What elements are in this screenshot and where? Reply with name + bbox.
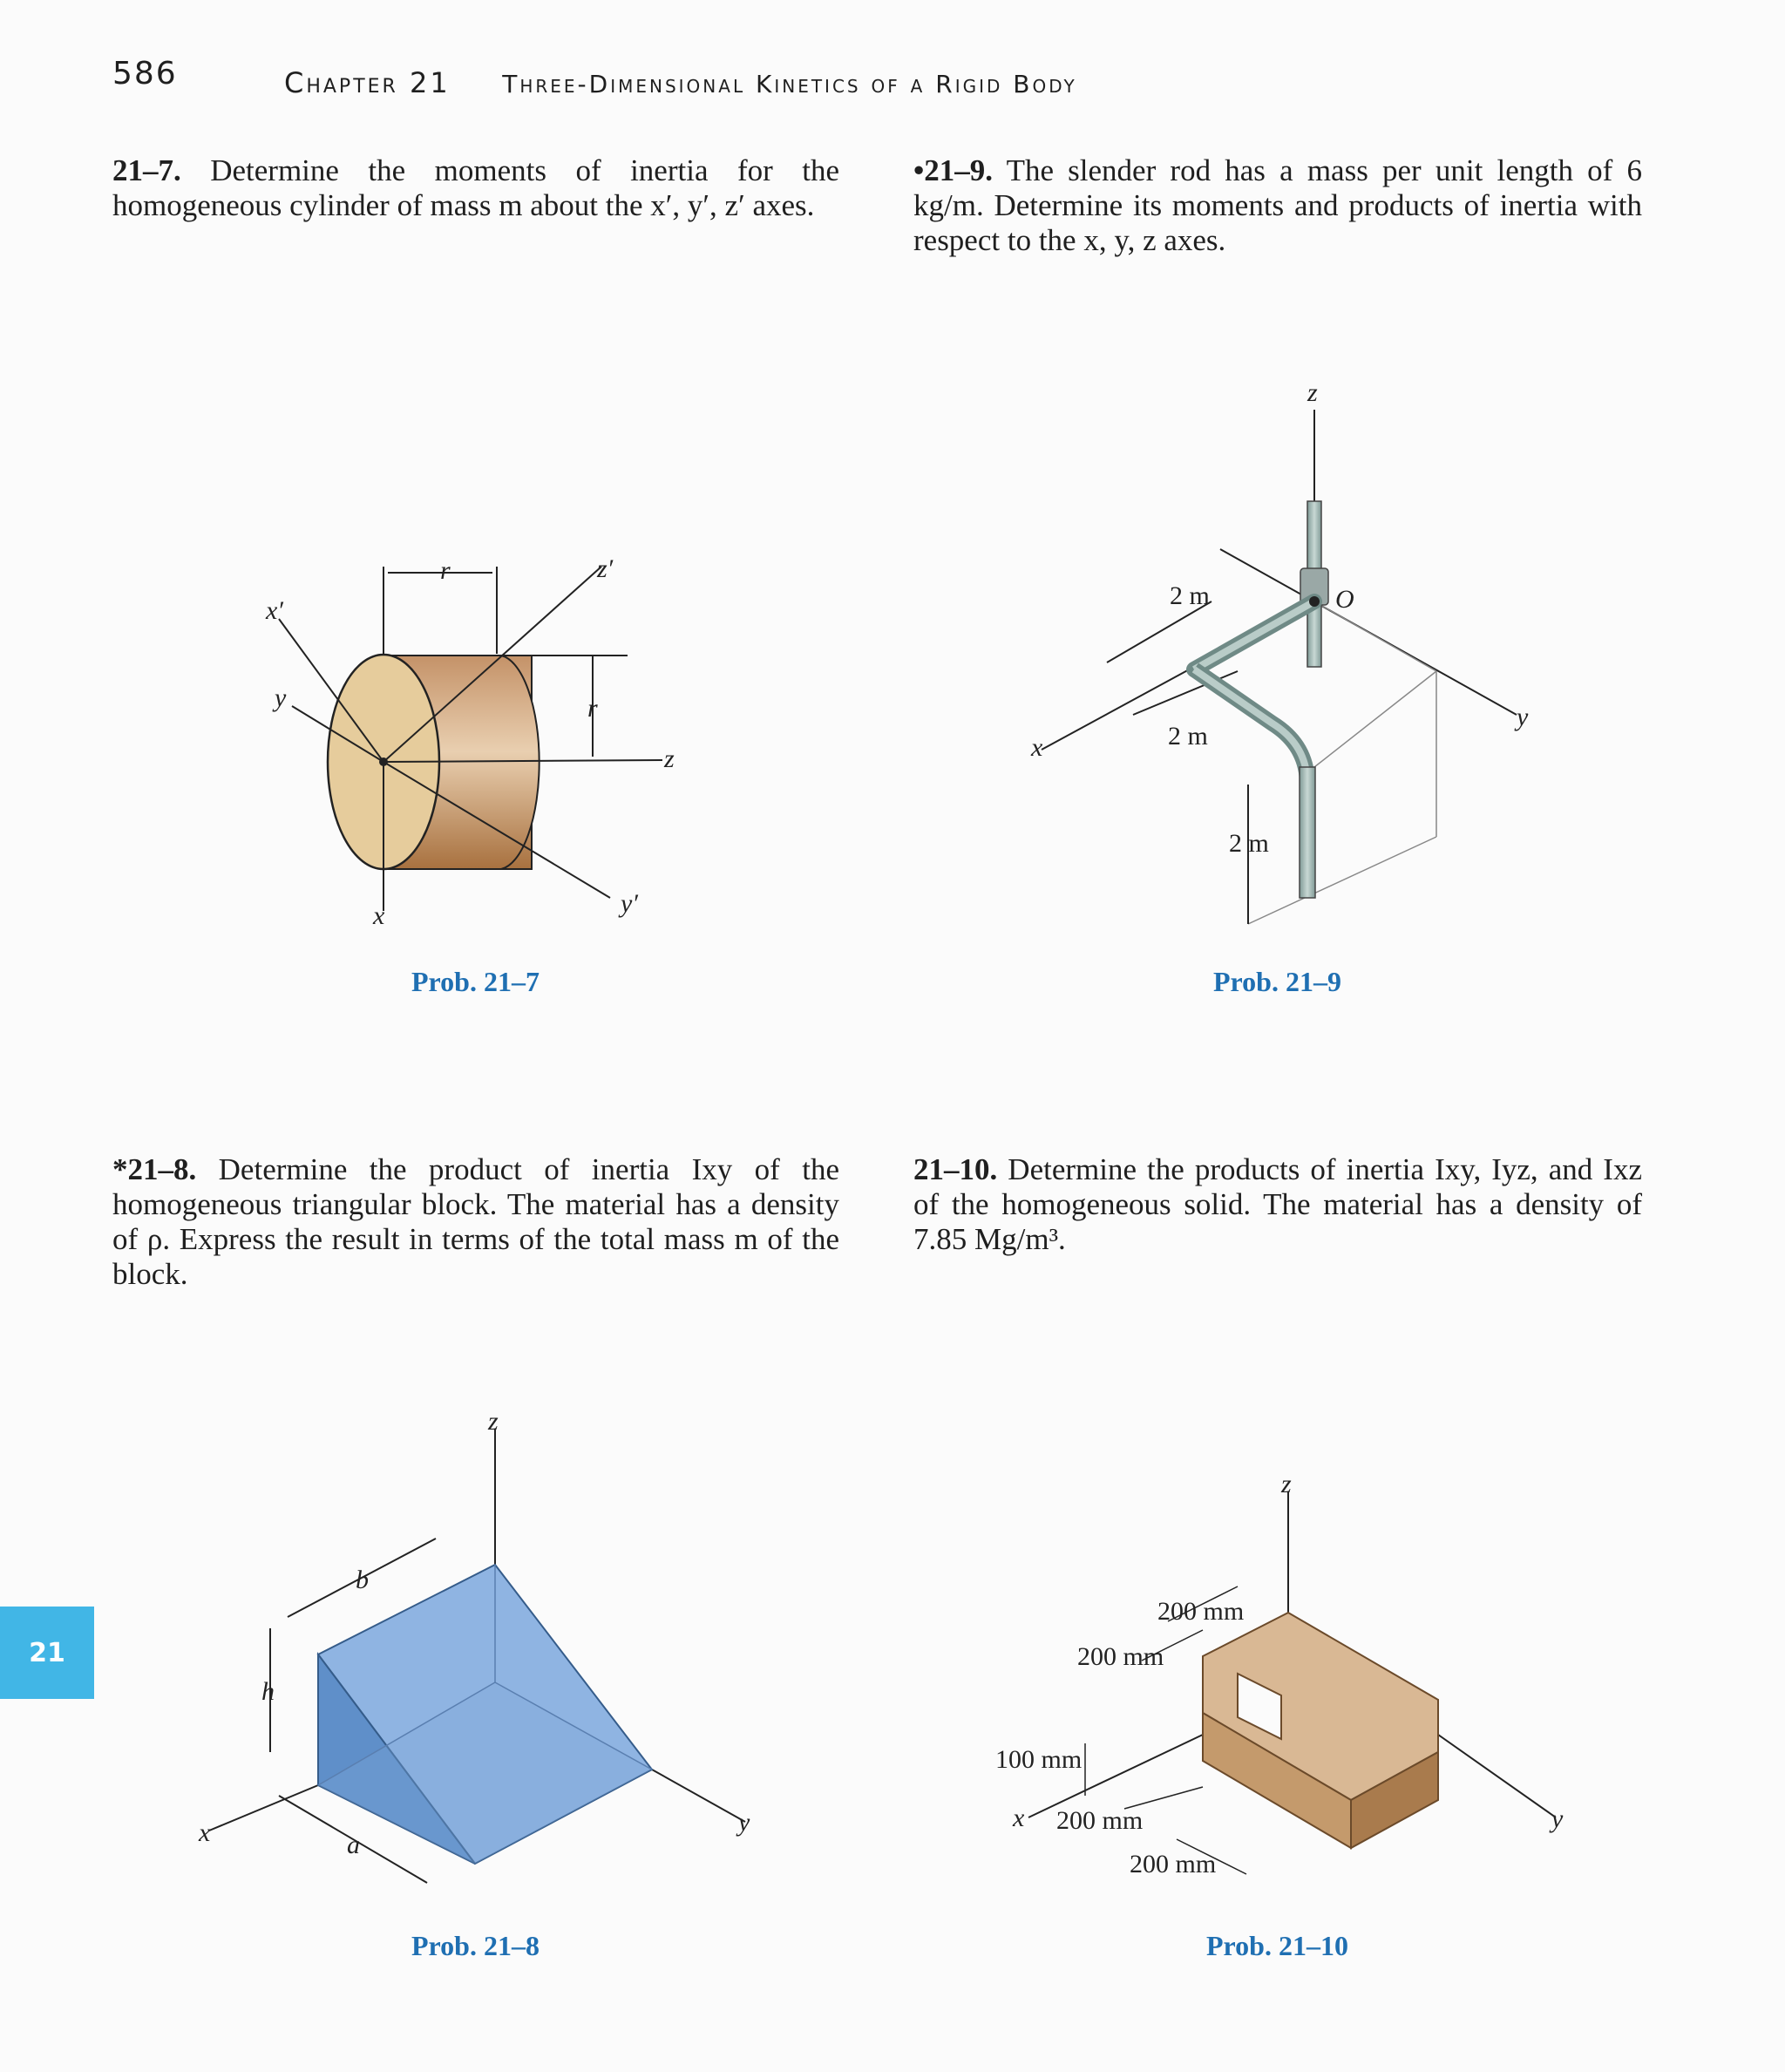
caption-21-7: Prob. 21–7 xyxy=(411,966,540,997)
label-h: h xyxy=(261,1677,275,1706)
problem-number: •21–9. xyxy=(913,153,994,187)
label-z: z xyxy=(488,1407,499,1436)
problem-text: Determine the products of inertia Ixy, Iyz, and Ixz of the homogeneous solid. The material has a density of 7.85 Mg/m³. xyxy=(913,1152,1642,1256)
label-b: b xyxy=(356,1566,369,1594)
label-z-prime: z′ xyxy=(597,554,614,583)
dim-100mm: 100 mm xyxy=(995,1745,1083,1774)
label-a: a xyxy=(347,1831,360,1859)
chapter-label: Chapter 21 xyxy=(284,66,451,99)
label-x-prime: x′ xyxy=(266,596,283,625)
label-z: z xyxy=(664,744,675,773)
page-number: 586 xyxy=(112,56,178,92)
chapter-side-tab: 21 xyxy=(0,1607,94,1699)
problem-text: Determine the product of inertia Ixy of the homogeneous triangular block. The material has a density of ρ. Express the result in terms of the total mass m of the block. xyxy=(112,1152,839,1291)
dim-200mm-c: 200 mm xyxy=(1056,1806,1144,1835)
label-x: x xyxy=(1013,1804,1025,1832)
label-y: y xyxy=(1517,703,1529,731)
figure-21-7 xyxy=(265,554,675,930)
label-x: x xyxy=(199,1818,211,1847)
label-z: z xyxy=(1281,1470,1292,1498)
figure-21-8 xyxy=(198,1407,750,1883)
dim-200mm-d: 200 mm xyxy=(1130,1850,1217,1878)
label-y: y xyxy=(275,683,287,712)
problem-number: 21–7. xyxy=(112,153,181,187)
figure-21-10 xyxy=(995,1470,1564,1878)
label-O: O xyxy=(1335,585,1354,614)
problem-number: *21–8. xyxy=(112,1152,197,1186)
dim-2m-vert: 2 m xyxy=(1229,829,1269,858)
figure-21-9 xyxy=(1030,378,1529,924)
caption-21-9: Prob. 21–9 xyxy=(1213,966,1341,997)
dim-200mm-a: 200 mm xyxy=(1157,1597,1245,1626)
label-x: x xyxy=(1031,733,1043,762)
label-r-side: r xyxy=(587,694,598,723)
label-z: z xyxy=(1307,378,1318,407)
problem-text: The slender rod has a mass per unit length of 6 kg/m. Determine its moments and products of inertia with respect to the x, y, z axes. xyxy=(913,153,1643,257)
label-y: y xyxy=(738,1808,750,1837)
caption-21-8: Prob. 21–8 xyxy=(411,1930,540,1961)
caption-21-10: Prob. 21–10 xyxy=(1206,1930,1348,1961)
label-r-top: r xyxy=(440,556,451,585)
label-y: y xyxy=(1551,1804,1564,1833)
chapter-name: Three-Dimensional Kinetics of a Rigid Body xyxy=(502,70,1077,99)
problem-text: Determine the moments of inertia for the homogeneous cylinder of mass m about the x′, y′, z′ axes. xyxy=(112,153,840,222)
dim-2m-top: 2 m xyxy=(1170,581,1210,610)
dim-2m-mid: 2 m xyxy=(1168,722,1208,751)
label-y-prime: y′ xyxy=(621,889,638,918)
dim-200mm-b: 200 mm xyxy=(1077,1642,1164,1671)
problem-number: 21–10. xyxy=(913,1152,998,1186)
label-x: x xyxy=(373,901,385,930)
